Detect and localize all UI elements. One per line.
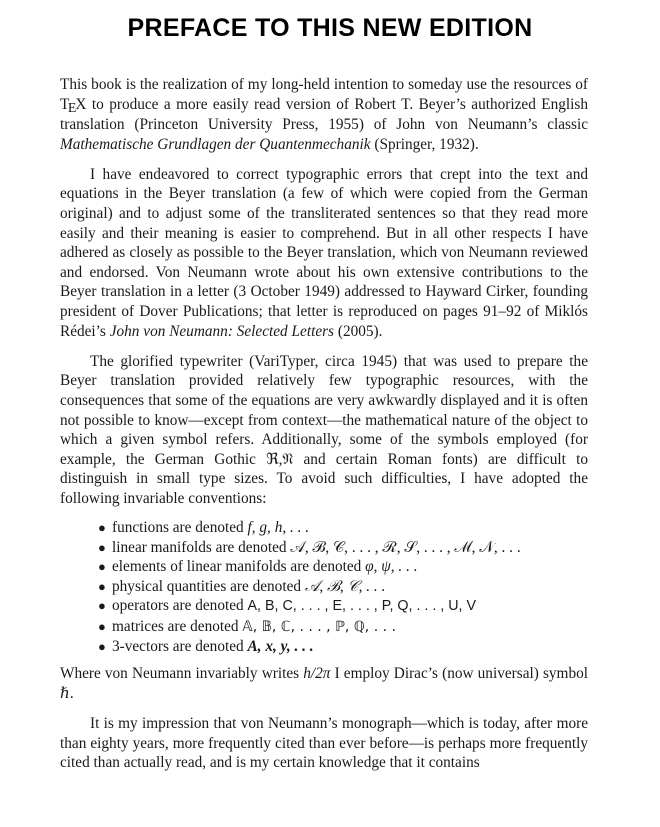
list-item xyxy=(98,637,588,656)
paragraph-3: The glorified typewriter (VariTyper, circa 1945) that was used to prepare the Beyer translation provided relatively few typographic resources, with the consequences that some of the equations are very awkwardly displayed and it is often not possible to know—except from context—the mathematical nature of the object to which a given symbol refers. Additionally, some of the symbols employed (for example, the German Gothic ℜ,𝔑 and certain Roman fonts) are difficult to distinguish in small type sizes. To avoid such difficulties, I have adopted the following invariable conventions: xyxy=(60,352,588,507)
list-item xyxy=(98,518,588,537)
h-over-2pi-symbol: h/2π xyxy=(303,665,331,683)
preface-body xyxy=(60,75,588,783)
convention-label: operators are denoted xyxy=(112,597,248,615)
list-item xyxy=(98,557,588,576)
list-item xyxy=(98,538,588,557)
bullet-icon: ● xyxy=(98,559,106,575)
paragraph-4-end: . xyxy=(69,684,74,702)
convention-symbols: f, g, h, . . . xyxy=(247,519,310,537)
paragraph-4 xyxy=(60,664,588,703)
convention-label: 3-vectors are denoted xyxy=(112,637,248,655)
tex-logo-x: X xyxy=(75,95,87,113)
paragraph-2-end: (2005). xyxy=(337,322,383,340)
convention-symbols: 𝔸, 𝔹, ℂ, . . . , ℙ, ℚ, . . . xyxy=(242,618,396,635)
hbar-symbol: ℏ xyxy=(60,684,70,702)
convention-symbols: 𝒜, ℬ, 𝒞, . . . , ℛ, 𝒮, . . . , ℳ, 𝒩, . . . xyxy=(290,538,521,556)
convention-symbols: A, x, y, . . . xyxy=(247,637,314,655)
paragraph-5: It is my impression that von Neumann’s monograph—which is today, after more than eighty years, more frequently cited than ever before—is perhaps more frequently cited than actually read, and is my certain knowledge that it contains xyxy=(60,715,588,772)
paragraph-1-end: (Springer, 1932). xyxy=(370,135,479,153)
convention-label: elements of linear manifolds are denoted xyxy=(112,558,366,576)
tex-logo-e: E xyxy=(67,100,77,116)
bullet-icon: ● xyxy=(98,618,106,634)
list-item xyxy=(98,617,588,637)
convention-label: linear manifolds are denoted xyxy=(112,538,291,556)
tex-logo xyxy=(60,95,87,116)
convention-symbols: φ, ψ, . . . xyxy=(365,558,418,576)
convention-label: matrices are denoted xyxy=(112,617,243,635)
paragraph-1-text-cont: to produce a more easily read version of Robert T. Beyer’s authorized English translation (Princeton University Press, 1955) of John von Neumann’s classic xyxy=(60,95,588,134)
paragraph-1 xyxy=(60,75,588,154)
paragraph-2-text: I have endeavored to correct typographic errors that crept into the text and equations in the Beyer translation (a few of which were copied from the German original) and to adjust some of the transliterated sentences so that they read more easily and their meaning is easier to comprehend. But in all other respects I have adhered as closely as possible to the Beyer translation, which von Neumann reviewed and endorsed. Von Neumann wrote about his own extensive contributions to the Beyer translation in a letter (3 October 1949) addressed to Hayward Cirker, founding president of Dover Publications; that letter is reproduced on pages 91–92 of Miklós Rédei’s xyxy=(60,165,588,340)
list-item xyxy=(98,596,588,616)
convention-label: physical quantities are denoted xyxy=(112,577,305,595)
bullet-icon: ● xyxy=(98,520,106,536)
paragraph-2 xyxy=(60,165,588,341)
bullet-icon: ● xyxy=(98,539,106,555)
bullet-icon: ● xyxy=(98,638,106,654)
tex-logo-t: T xyxy=(60,95,70,113)
paragraph-4-text: Where von Neumann invariably writes xyxy=(60,665,304,683)
list-item xyxy=(98,577,588,596)
letters-book-title: John von Neumann: Selected Letters xyxy=(109,322,335,340)
bullet-icon: ● xyxy=(98,598,106,614)
paragraph-1-text: This book is the realization of my long-held intention to someday use the resources of xyxy=(60,76,588,93)
bullet-icon: ● xyxy=(98,578,106,594)
convention-symbols: 𝒜, ℬ, 𝒞, . . . xyxy=(304,577,386,595)
paragraph-4-text-cont: I employ Dirac’s (now universal) symbol xyxy=(330,665,588,683)
book-title: Mathematische Grundlagen der Quantenmechanik xyxy=(60,135,371,153)
convention-label: functions are denoted xyxy=(112,519,248,537)
convention-symbols: A, B, C, . . . , E, . . . , P, Q, . . . , U, V xyxy=(247,598,477,615)
page-title: PREFACE TO THIS NEW EDITION xyxy=(127,14,533,42)
conventions-list xyxy=(60,518,588,656)
